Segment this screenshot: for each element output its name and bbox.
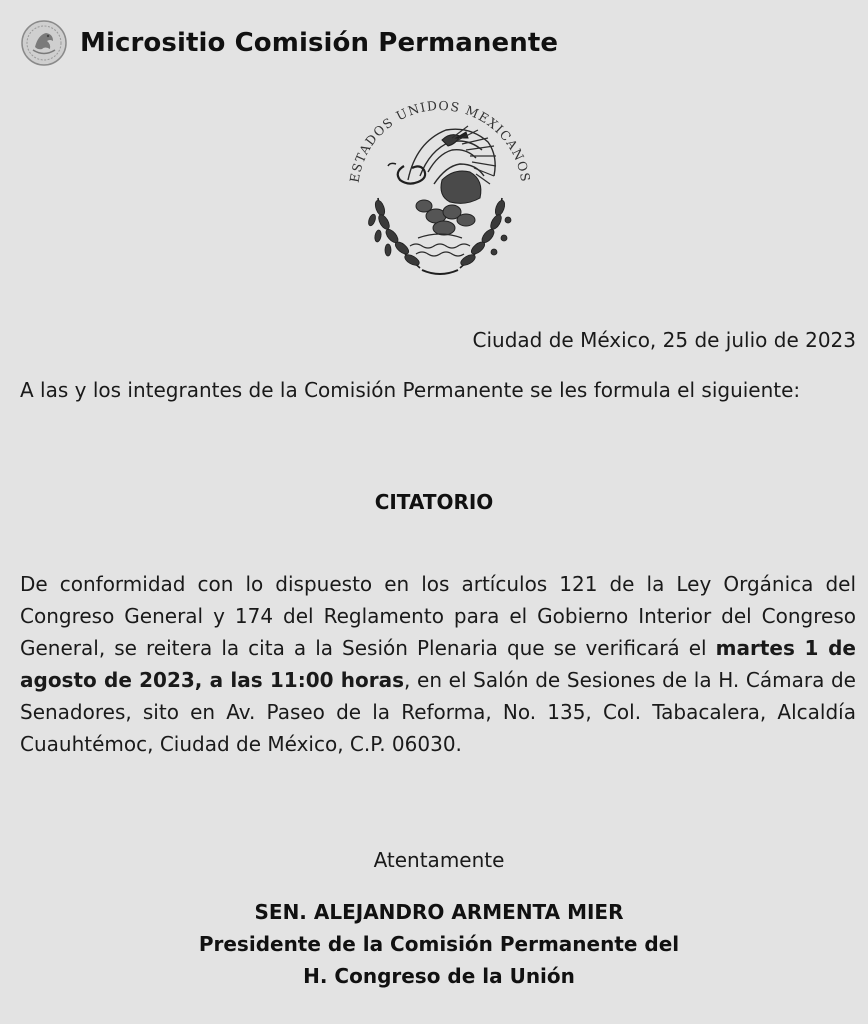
session-date-time: martes 1 de agosto de 2023, a las 11:00 horas [20,636,856,692]
body-text-part-2: , en el Salón de Sesiones de la H. Cámara de Senadores, sito en Av. Paseo de la Reforma, No. 135, Col. Tabacalera, Alcaldía Cuauhtémoc, Ciudad de México, C.P. 06030. [20,668,856,756]
coat-of-arms-seal-icon [338,80,542,284]
body-text-part-1: De conformidad con lo dispuesto en los artículos 121 de la Ley Orgánica del Congreso General y 174 del Reglamento para el Gobierno Interior del Congreso General, se reitera la cita a la Sesión Plenaria que se verificará el [20,572,856,660]
document-heading: CITATORIO [374,490,494,514]
closing-salutation: Atentamente [373,848,505,872]
site-title[interactable]: Micrositio Comisión Permanente [80,28,559,58]
signer-name: SEN. ALEJANDRO ARMENTA MIER [254,900,624,924]
site-header [20,18,558,68]
intro-paragraph: A las y los integrantes de la Comisión Permanente se les formula el siguiente: [20,378,801,402]
body-paragraph [20,568,856,760]
signature-block [0,896,868,992]
signer-title-line-2: H. Congreso de la Unión [303,964,575,988]
signer-title-line-1: Presidente de la Comisión Permanente del [198,932,680,956]
seal-legend: ESTADOS UNIDOS MEXICANOS [346,97,534,184]
svg-text:ESTADOS UNIDOS MEXICANOS [346,98,533,184]
coat-of-arms-icon[interactable] [20,19,68,67]
document-date: Ciudad de México, 25 de julio de 2023 [472,328,856,352]
